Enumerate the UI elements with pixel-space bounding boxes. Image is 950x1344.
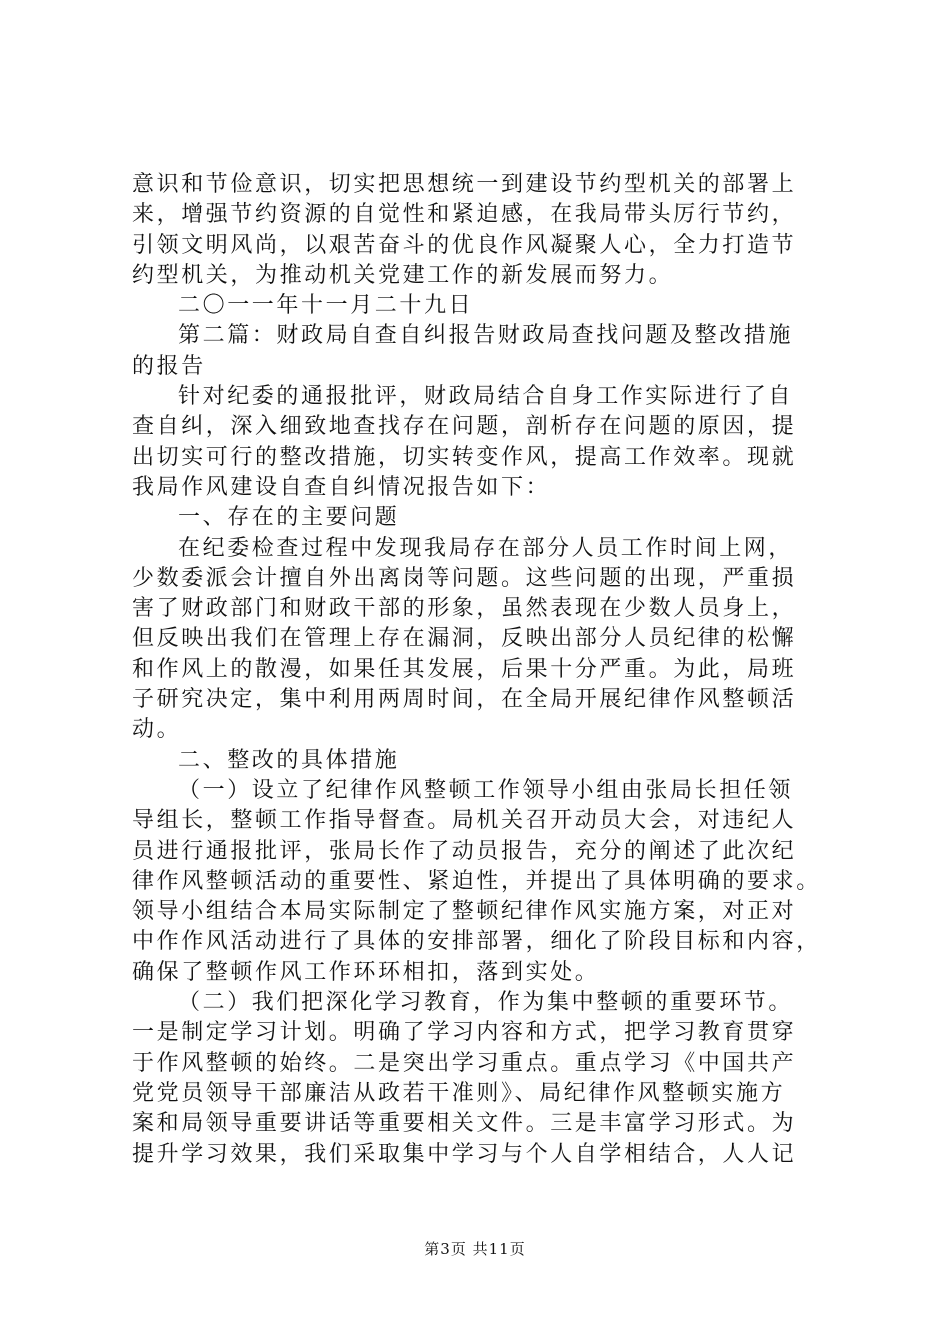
text-line: 和作风上的散漫，如果任其发展，后果十分严重。为此，局班 bbox=[132, 656, 797, 682]
text-line: 中作作风活动进行了具体的安排部署，细化了阶段目标和内容， bbox=[132, 929, 821, 955]
text-line: 于作风整顿的始终。二是突出学习重点。重点学习《中国共产 bbox=[132, 1050, 797, 1076]
text-line: 确保了整顿作风工作环环相扣，落到实处。 bbox=[132, 959, 600, 985]
text-line: 案和局领导重要讲话等重要相关文件。三是丰富学习形式。为 bbox=[132, 1111, 797, 1137]
text-line: 导组长，整顿工作指导督查。局机关召开动员大会，对违纪人 bbox=[132, 808, 797, 834]
text-line: 针对纪委的通报批评，财政局结合自身工作实际进行了自 bbox=[178, 384, 794, 410]
page-number: 第3页 共11页 bbox=[424, 1240, 526, 1258]
text-line: 出切实可行的整改措施，切实转变作风，提高工作效率。现就 bbox=[132, 444, 797, 470]
text-line: 但反映出我们在管理上存在漏洞，反映出部分人员纪律的松懈 bbox=[132, 626, 797, 652]
text-line: 律作风整顿活动的重要性、紧迫性，并提出了具体明确的要求。 bbox=[132, 868, 821, 894]
section-title: 第二篇：财政局自查自纠报告财政局查找问题及整改措施 bbox=[178, 323, 794, 349]
heading-problems: 一、存在的主要问题 bbox=[178, 505, 400, 531]
text-line: 子研究决定，集中利用两周时间，在全局开展纪律作风整顿活 bbox=[132, 687, 797, 713]
text-line: 来，增强节约资源的自觉性和紧迫感，在我局带头厉行节约， bbox=[132, 202, 797, 228]
text-line: 在纪委检查过程中发现我局存在部分人员工作时间上网， bbox=[178, 535, 794, 561]
text-line: 领导小组结合本局实际制定了整顿纪律作风实施方案，对正对 bbox=[132, 899, 797, 925]
text-line: 动。 bbox=[132, 717, 182, 743]
text-line: 引领文明风尚，以艰苦奋斗的优良作风凝聚人心，全力打造节 bbox=[132, 232, 797, 258]
text-line: 我局作风建设自查自纠情况报告如下： bbox=[132, 474, 551, 500]
text-line: 提升学习效果，我们采取集中学习与个人自学相结合，人人记 bbox=[132, 1141, 797, 1167]
text-line: 党党员领导干部廉洁从政若干准则》、局纪律作风整顿实施方 bbox=[132, 1080, 786, 1106]
text-line: （一）设立了纪律作风整顿工作领导小组由张局长担任领 bbox=[178, 777, 794, 803]
text-line: 约型机关，为推动机关党建工作的新发展而努力。 bbox=[132, 262, 674, 288]
section-title-cont: 的报告 bbox=[132, 353, 206, 379]
text-line: （二）我们把深化学习教育，作为集中整顿的重要环节。 bbox=[178, 990, 794, 1016]
date-line: 二〇一一年十一月二十九日 bbox=[178, 293, 474, 319]
text-line: 查自纠，深入细致地查找存在问题，剖析存在问题的原因，提 bbox=[132, 414, 797, 440]
text-line: 意识和节俭意识，切实把思想统一到建设节约型机关的部署上 bbox=[132, 172, 797, 197]
text-line: 少数委派会计擅自外出离岗等问题。这些问题的出现，严重损 bbox=[132, 565, 797, 591]
text-line: 害了财政部门和财政干部的形象，虽然表现在少数人员身上， bbox=[132, 596, 797, 622]
text-line: 一是制定学习计划。明确了学习内容和方式，把学习教育贯穿 bbox=[132, 1020, 797, 1046]
heading-measures: 二、整改的具体措施 bbox=[178, 747, 400, 773]
body-text bbox=[132, 170, 832, 1170]
text-line: 员进行通报批评，张局长作了动员报告，充分的阐述了此次纪 bbox=[132, 838, 797, 864]
